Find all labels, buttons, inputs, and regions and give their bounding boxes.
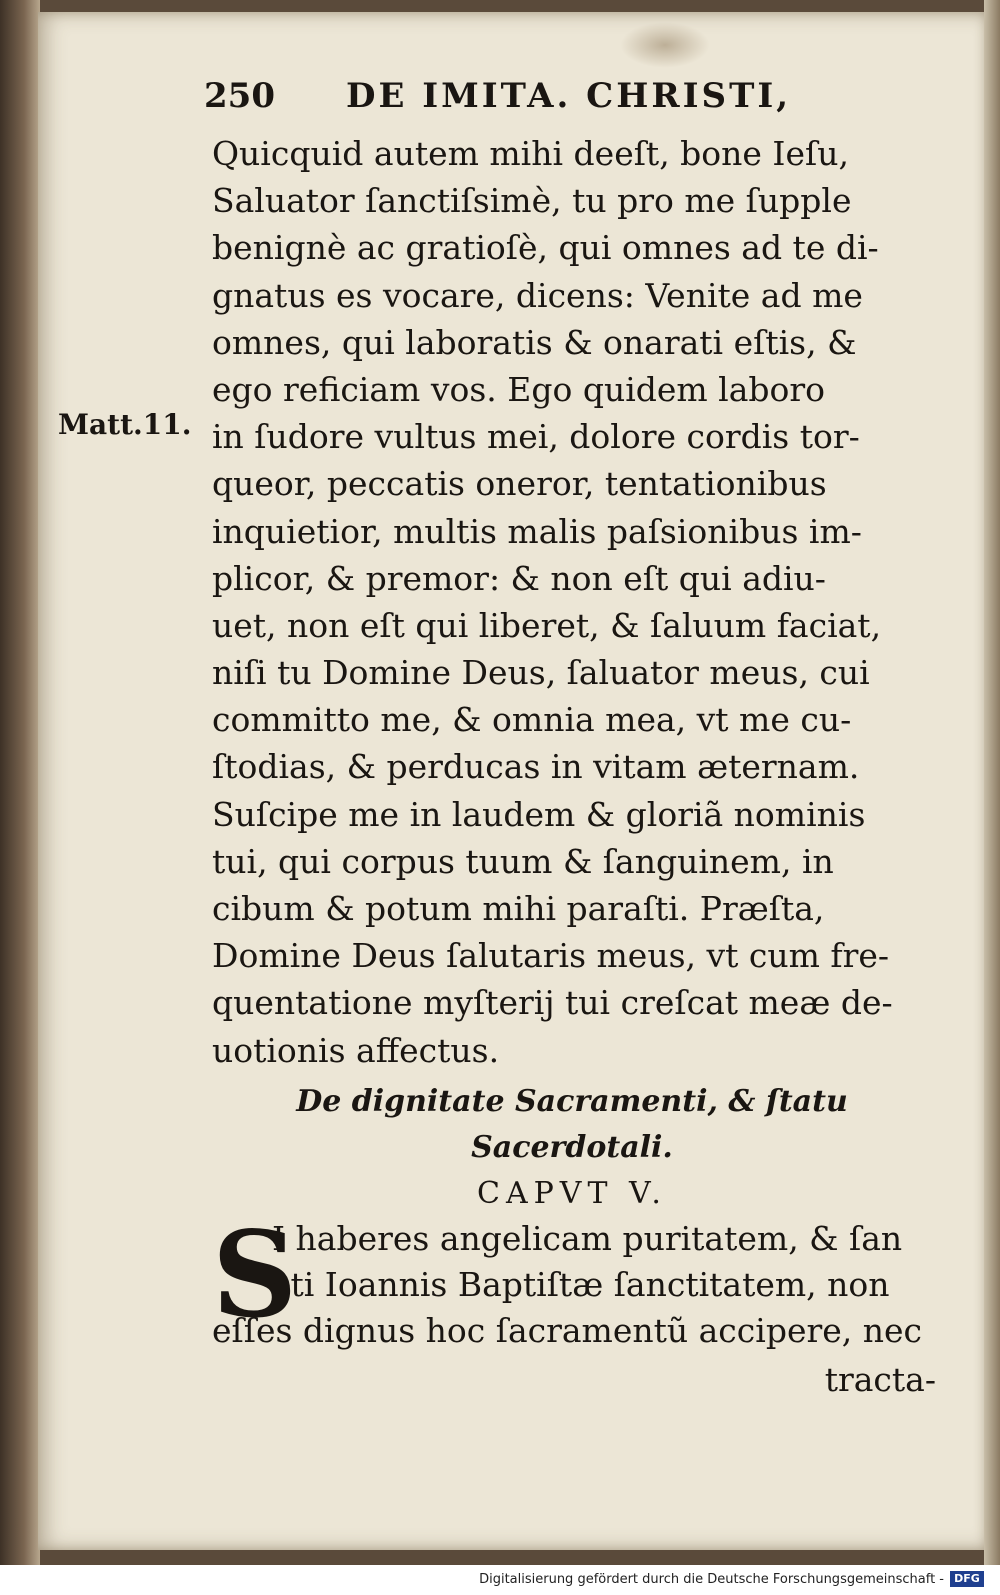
text-line: I haberes angelicam puritatem, & ſan (272, 1219, 903, 1258)
chapter-text (212, 1205, 932, 1354)
text-line: committo me, & omnia mea, vt me cu- (212, 700, 852, 740)
dfg-logo: DFG (950, 1571, 984, 1587)
text-line: benignè ac gratioſè, qui omnes ad te di- (212, 228, 879, 268)
page-stain (620, 22, 710, 68)
catchword: tracta- (824, 1360, 936, 1399)
margin-note: Matt.11. (58, 408, 192, 441)
page-number: 250 (204, 76, 275, 116)
section-heading-line2: Sacerdotali. (471, 1130, 673, 1165)
drop-cap: S (212, 1205, 298, 1344)
text-line: ego reficiam vos. Ego quidem laboro (212, 369, 826, 409)
text-line: cibum & potum mihi paraſti. Præſta, (212, 889, 825, 928)
footer-bar (0, 1565, 1000, 1595)
text-line: ſtodias, & perducas in vitam æternam. (212, 747, 860, 787)
text-line: gnatus es vocare, dicens: Venite ad me (212, 275, 863, 315)
text-line: quentatione myſterij tui creſcat meæ de- (212, 983, 893, 1023)
running-title: DE IMITA. CHRISTI, (346, 76, 792, 116)
text-line: eſſes dignus hoc ſacramentũ accipere, nec (212, 1311, 923, 1350)
text-line: Saluator ſanctiſsimè, tu pro me ſupple (212, 181, 852, 221)
text-line: niſi tu Domine Deus, ſaluator meus, cui (212, 653, 870, 693)
text-line: queor, peccatis oneror, tentationibus (212, 464, 827, 504)
text-line: Suſcipe me in laudem & gloriã nominis (212, 794, 866, 834)
text-line: Quicquid autem mihi deeſt, bone Ieſu, (212, 134, 849, 173)
text-line: uotionis affectus. (212, 1030, 500, 1070)
section-heading-line1: De dignitate Sacramenti, & ſtatu (296, 1084, 848, 1119)
text-line: tui, qui corpus tuum & ſanguinem, in (212, 841, 834, 881)
page-header (204, 72, 844, 122)
page-edge (984, 0, 1000, 1565)
text-line: Domine Deus ſalutaris meus, vt cum fre- (212, 936, 890, 976)
chapter-label: CAPVT V. (477, 1176, 667, 1211)
footer-credit: Digitalisierung gefördert durch die Deutsche Forschungsgemeinschaft - (479, 1572, 944, 1587)
text-line: inquietior, multis malis paſsionibus im- (212, 511, 862, 551)
text-line: omnes, qui laboratis & onarati eſtis, & (212, 322, 857, 362)
text-line: in ſudore vultus mei, dolore cordis tor- (212, 417, 860, 457)
text-line: cti Ioannis Baptiſtæ ſanctitatem, non (272, 1265, 890, 1304)
text-line: uet, non eſt qui liberet, & ſaluum faciat, (212, 605, 882, 645)
book-spine (0, 0, 40, 1565)
body-text (212, 130, 932, 1074)
text-line: plicor, & premor: & non eſt qui adiu- (212, 558, 826, 598)
